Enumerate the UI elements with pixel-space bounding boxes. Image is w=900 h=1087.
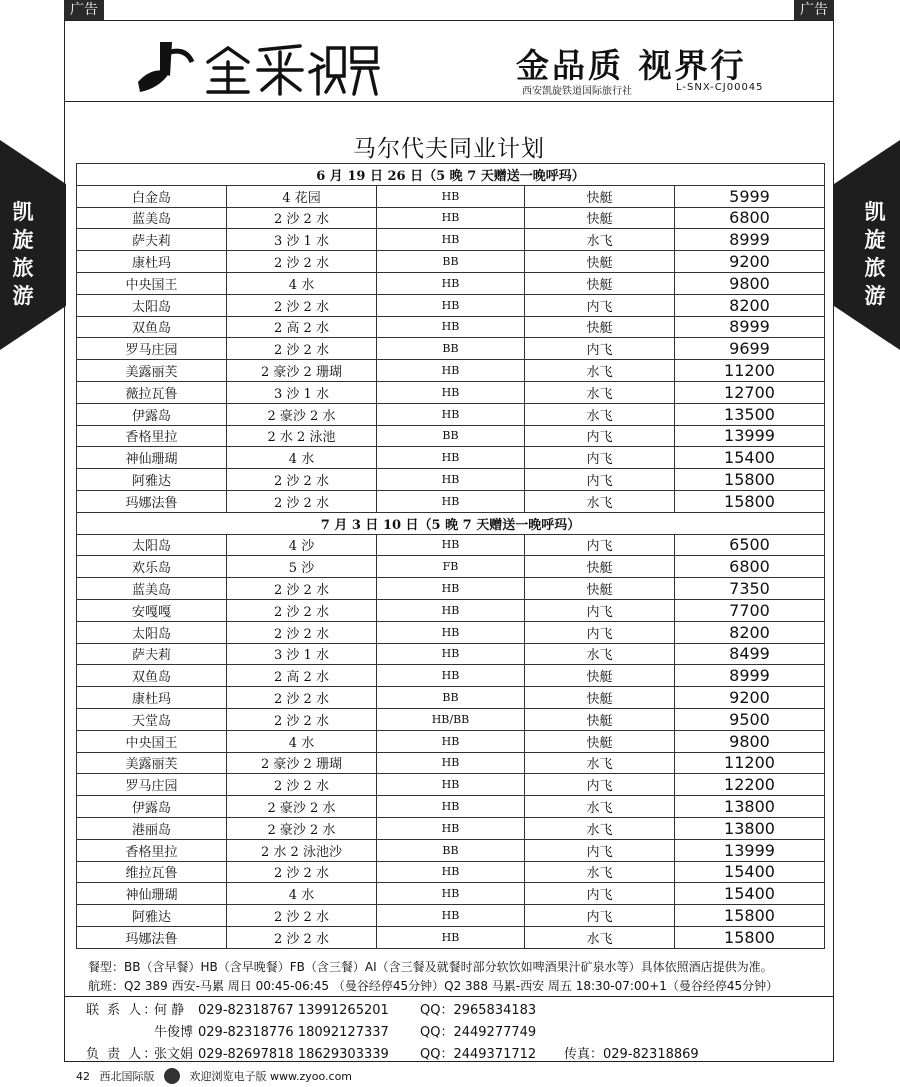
- price-cell: 8200: [675, 621, 825, 643]
- meal-cell: HB: [377, 774, 525, 796]
- flight-note: 航班：Q2 389 西安-马累 周日 00:45-06:45 （曼谷经停45分钟）Q2 388 马累-西安 周五 18:30-07:00+1（曼谷经停45分钟）: [88, 979, 779, 993]
- meal-note: 餐型：BB（含早餐）HB（含早晚餐）FB（含三餐）AI（含三餐及就餐时部分软饮如啤酒果汁矿泉水等）具体依照酒店提供为准。: [88, 960, 773, 974]
- meal-cell: HB: [377, 861, 525, 883]
- transfer-cell: 水飞: [525, 403, 675, 425]
- transfer-cell: 快艇: [525, 556, 675, 578]
- room-cell: 2 水 2 泳池沙: [227, 839, 377, 861]
- meal-cell: BB: [377, 687, 525, 709]
- agency-name: 西安凯旋铁道国际旅行社: [522, 86, 632, 97]
- transfer-cell: 水飞: [525, 861, 675, 883]
- contact-qq: QQ：2449371712: [420, 1047, 537, 1062]
- transfer-cell: 水飞: [525, 926, 675, 948]
- transfer-cell: 快艇: [525, 730, 675, 752]
- price-cell: 11200: [675, 360, 825, 382]
- meal-cell: HB: [377, 534, 525, 556]
- meal-cell: BB: [377, 425, 525, 447]
- transfer-cell: 水飞: [525, 643, 675, 665]
- table-row: [77, 861, 825, 883]
- room-cell: 4 水: [227, 272, 377, 294]
- table-row: [77, 839, 825, 861]
- table-row: [77, 534, 825, 556]
- meal-cell: HB: [377, 294, 525, 316]
- resort-cell: 香格里拉: [77, 839, 227, 861]
- table-row: [77, 381, 825, 403]
- price-cell: 13800: [675, 817, 825, 839]
- license-number: L-SNX-CJ00045: [676, 82, 764, 93]
- table-row: [77, 316, 825, 338]
- footer-text: 欢迎浏览电子版 www.zyoo.com: [189, 1070, 353, 1083]
- meal-cell: BB: [377, 839, 525, 861]
- price-cell: 15800: [675, 926, 825, 948]
- page-title: 马尔代夫同业计划: [353, 136, 545, 162]
- resort-cell: 美露丽芙: [77, 360, 227, 382]
- transfer-cell: 内飞: [525, 621, 675, 643]
- price-cell: 5999: [675, 185, 825, 207]
- price-cell: 6500: [675, 534, 825, 556]
- transfer-cell: 快艇: [525, 316, 675, 338]
- ad-label-left: 广告: [64, 0, 104, 21]
- room-cell: 2 豪沙 2 珊瑚: [227, 752, 377, 774]
- notes: [88, 958, 778, 996]
- transfer-cell: 内飞: [525, 774, 675, 796]
- table-row: [77, 926, 825, 948]
- room-cell: 4 花园: [227, 185, 377, 207]
- table-row: [77, 687, 825, 709]
- slogan: 金品质 视界行: [516, 46, 747, 85]
- price-cell: 9800: [675, 272, 825, 294]
- price-cell: 15400: [675, 447, 825, 469]
- transfer-cell: 快艇: [525, 251, 675, 273]
- transfer-cell: 水飞: [525, 752, 675, 774]
- price-cell: 9800: [675, 730, 825, 752]
- meal-cell: HB: [377, 403, 525, 425]
- table-row: [77, 621, 825, 643]
- price-cell: 7700: [675, 599, 825, 621]
- table-row: [77, 425, 825, 447]
- room-cell: 2 沙 2 水: [227, 578, 377, 600]
- transfer-cell: 快艇: [525, 272, 675, 294]
- table-row: [77, 207, 825, 229]
- meal-cell: HB: [377, 447, 525, 469]
- resort-cell: 伊露岛: [77, 796, 227, 818]
- resort-cell: 玛娜法鲁: [77, 490, 227, 512]
- table-row: [77, 665, 825, 687]
- price-cell: 13500: [675, 403, 825, 425]
- transfer-cell: 快艇: [525, 185, 675, 207]
- table-row: [77, 185, 825, 207]
- resort-cell: 玛娜法鲁: [77, 926, 227, 948]
- meal-cell: HB: [377, 796, 525, 818]
- edition-name: 西北国际版: [99, 1070, 155, 1083]
- price-cell: 13999: [675, 425, 825, 447]
- table-row: [77, 752, 825, 774]
- transfer-cell: 快艇: [525, 207, 675, 229]
- room-cell: 2 沙 2 水: [227, 774, 377, 796]
- meal-cell: HB: [377, 381, 525, 403]
- table-row: [77, 774, 825, 796]
- contact-phones: 029-82318776 18092127337: [198, 1025, 389, 1040]
- page-number: 42: [76, 1070, 90, 1083]
- resort-cell: 中央国王: [77, 730, 227, 752]
- resort-cell: 双鱼岛: [77, 316, 227, 338]
- resort-cell: 太阳岛: [77, 294, 227, 316]
- meal-cell: HB: [377, 905, 525, 927]
- table-row: [77, 294, 825, 316]
- meal-cell: HB: [377, 926, 525, 948]
- table-row: [77, 229, 825, 251]
- meal-cell: HB: [377, 490, 525, 512]
- price-cell: 15400: [675, 861, 825, 883]
- price-cell: 8999: [675, 316, 825, 338]
- price-cell: 8499: [675, 643, 825, 665]
- price-cell: 15800: [675, 490, 825, 512]
- meal-cell: BB: [377, 251, 525, 273]
- price-cell: 15400: [675, 883, 825, 905]
- meal-cell: BB: [377, 338, 525, 360]
- ad-label-right: 广告: [794, 0, 834, 21]
- resort-cell: 天堂岛: [77, 708, 227, 730]
- room-cell: 2 沙 2 水: [227, 207, 377, 229]
- room-cell: 2 沙 2 水: [227, 687, 377, 709]
- table-row: [77, 796, 825, 818]
- header-divider: [64, 101, 834, 102]
- resort-cell: 维拉瓦鲁: [77, 861, 227, 883]
- meal-cell: HB: [377, 229, 525, 251]
- room-cell: 2 沙 2 水: [227, 861, 377, 883]
- side-banner-text: 凯 旋 旅 游: [12, 200, 34, 308]
- table-row: [77, 490, 825, 512]
- price-cell: 8999: [675, 665, 825, 687]
- room-cell: 2 沙 2 水: [227, 926, 377, 948]
- contact-fax: 传真：029-82318869: [564, 1047, 699, 1062]
- price-cell: 15800: [675, 469, 825, 491]
- side-banner-left: [0, 140, 66, 350]
- resort-cell: 港丽岛: [77, 817, 227, 839]
- meal-cell: HB: [377, 316, 525, 338]
- price-cell: 9500: [675, 708, 825, 730]
- price-cell: 8999: [675, 229, 825, 251]
- transfer-cell: 快艇: [525, 665, 675, 687]
- room-cell: 2 沙 2 水: [227, 905, 377, 927]
- room-cell: 3 沙 1 水: [227, 643, 377, 665]
- table-row: [77, 403, 825, 425]
- resort-cell: 薇拉瓦鲁: [77, 381, 227, 403]
- side-banner-text: 凯 旋 旅 游: [864, 200, 886, 308]
- room-cell: 2 高 2 水: [227, 665, 377, 687]
- table-row: [77, 556, 825, 578]
- room-cell: 2 沙 2 水: [227, 338, 377, 360]
- transfer-cell: 水飞: [525, 229, 675, 251]
- table-row: [77, 338, 825, 360]
- room-cell: 2 沙 2 水: [227, 294, 377, 316]
- price-cell: 13800: [675, 796, 825, 818]
- transfer-cell: 内飞: [525, 425, 675, 447]
- resort-cell: 白金岛: [77, 185, 227, 207]
- transfer-cell: 内飞: [525, 294, 675, 316]
- meal-cell: HB: [377, 469, 525, 491]
- plan-heading-row: [77, 512, 825, 534]
- room-cell: 4 水: [227, 730, 377, 752]
- resort-cell: 罗马庄园: [77, 338, 227, 360]
- transfer-cell: 水飞: [525, 796, 675, 818]
- resort-cell: 康杜玛: [77, 687, 227, 709]
- table-row: [77, 578, 825, 600]
- transfer-cell: 内飞: [525, 338, 675, 360]
- price-cell: 8200: [675, 294, 825, 316]
- page-footer: [76, 1068, 358, 1084]
- meal-cell: HB: [377, 360, 525, 382]
- resort-cell: 康杜玛: [77, 251, 227, 273]
- resort-cell: 罗马庄园: [77, 774, 227, 796]
- resort-cell: 中央国王: [77, 272, 227, 294]
- meal-cell: HB: [377, 621, 525, 643]
- plan-heading-row: [77, 164, 825, 186]
- table-row: [77, 360, 825, 382]
- room-cell: 2 豪沙 2 水: [227, 403, 377, 425]
- resort-cell: 萨夫莉: [77, 643, 227, 665]
- meal-cell: HB: [377, 643, 525, 665]
- meal-cell: HB: [377, 599, 525, 621]
- price-cell: 12700: [675, 381, 825, 403]
- plan-heading: 7 月 3 日 10 日（5 晚 7 天赠送一晚呼玛）: [77, 512, 825, 534]
- contact-phones: 029-82318767 13991265201: [198, 1003, 389, 1018]
- plan-table-body: [77, 164, 825, 949]
- room-cell: 2 沙 2 水: [227, 490, 377, 512]
- room-cell: 2 豪沙 2 水: [227, 796, 377, 818]
- resort-cell: 阿雅达: [77, 905, 227, 927]
- room-cell: 2 水 2 泳池: [227, 425, 377, 447]
- contact-label: 联 系 人：: [86, 1003, 159, 1018]
- transfer-cell: 内飞: [525, 839, 675, 861]
- transfer-cell: 内飞: [525, 905, 675, 927]
- meal-cell: HB: [377, 665, 525, 687]
- table-row: [77, 730, 825, 752]
- price-cell: 7350: [675, 578, 825, 600]
- resort-cell: 太阳岛: [77, 621, 227, 643]
- meal-cell: HB: [377, 272, 525, 294]
- table-row: [77, 469, 825, 491]
- room-cell: 2 沙 2 水: [227, 469, 377, 491]
- meal-cell: FB: [377, 556, 525, 578]
- resort-cell: 蓝美岛: [77, 207, 227, 229]
- transfer-cell: 内飞: [525, 534, 675, 556]
- transfer-cell: 快艇: [525, 578, 675, 600]
- price-cell: 6800: [675, 207, 825, 229]
- price-cell: 9200: [675, 251, 825, 273]
- meal-cell: HB: [377, 730, 525, 752]
- resort-cell: 神仙珊瑚: [77, 883, 227, 905]
- room-cell: 4 水: [227, 447, 377, 469]
- contact-phones: 029-82697818 18629303339: [198, 1047, 389, 1062]
- price-cell: 12200: [675, 774, 825, 796]
- price-cell: 13999: [675, 839, 825, 861]
- room-cell: 2 豪沙 2 珊瑚: [227, 360, 377, 382]
- room-cell: 3 沙 1 水: [227, 381, 377, 403]
- room-cell: 4 沙: [227, 534, 377, 556]
- transfer-cell: 内飞: [525, 469, 675, 491]
- table-row: [77, 708, 825, 730]
- contact-qq: QQ：2449277749: [420, 1025, 537, 1040]
- resort-cell: 蓝美岛: [77, 578, 227, 600]
- contact-qq: QQ：2965834183: [420, 1003, 537, 1018]
- transfer-cell: 快艇: [525, 687, 675, 709]
- transfer-cell: 快艇: [525, 708, 675, 730]
- table-row: [77, 251, 825, 273]
- brand-logo: [130, 32, 380, 102]
- transfer-cell: 水飞: [525, 817, 675, 839]
- transfer-cell: 水飞: [525, 360, 675, 382]
- room-cell: 2 豪沙 2 水: [227, 817, 377, 839]
- resort-cell: 伊露岛: [77, 403, 227, 425]
- price-cell: 9699: [675, 338, 825, 360]
- transfer-cell: 内飞: [525, 447, 675, 469]
- contact-name: 牛俊博: [154, 1025, 194, 1040]
- transfer-cell: 内飞: [525, 883, 675, 905]
- side-banner-right: [834, 140, 900, 350]
- table-row: [77, 447, 825, 469]
- room-cell: 4 水: [227, 883, 377, 905]
- table-row: [77, 599, 825, 621]
- meal-cell: HB: [377, 883, 525, 905]
- room-cell: 2 沙 2 水: [227, 599, 377, 621]
- price-cell: 6800: [675, 556, 825, 578]
- meal-cell: HB: [377, 207, 525, 229]
- price-cell: 9200: [675, 687, 825, 709]
- meal-cell: HB: [377, 752, 525, 774]
- room-cell: 5 沙: [227, 556, 377, 578]
- resort-cell: 香格里拉: [77, 425, 227, 447]
- meal-cell: HB: [377, 185, 525, 207]
- table-row: [77, 883, 825, 905]
- resort-cell: 美露丽芙: [77, 752, 227, 774]
- resort-cell: 神仙珊瑚: [77, 447, 227, 469]
- transfer-cell: 水飞: [525, 381, 675, 403]
- resort-cell: 安嘎嘎: [77, 599, 227, 621]
- room-cell: 2 高 2 水: [227, 316, 377, 338]
- table-row: [77, 817, 825, 839]
- transfer-cell: 水飞: [525, 490, 675, 512]
- contact-name: 何 静: [154, 1003, 185, 1018]
- transfer-cell: 内飞: [525, 599, 675, 621]
- meal-cell: HB: [377, 578, 525, 600]
- room-cell: 2 沙 2 水: [227, 708, 377, 730]
- room-cell: 2 沙 2 水: [227, 621, 377, 643]
- header: [64, 20, 834, 104]
- meal-cell: HB: [377, 817, 525, 839]
- price-cell: 11200: [675, 752, 825, 774]
- table-row: [77, 272, 825, 294]
- room-cell: 3 沙 1 水: [227, 229, 377, 251]
- notes-divider: [64, 996, 834, 997]
- meal-cell: HB/BB: [377, 708, 525, 730]
- contact-label: 负 责 人：: [86, 1047, 159, 1062]
- resort-cell: 欢乐岛: [77, 556, 227, 578]
- price-cell: 15800: [675, 905, 825, 927]
- resort-cell: 阿雅达: [77, 469, 227, 491]
- room-cell: 2 沙 2 水: [227, 251, 377, 273]
- table-row: [77, 643, 825, 665]
- resort-cell: 萨夫莉: [77, 229, 227, 251]
- contact-name: 张文娟: [154, 1047, 194, 1062]
- plan-heading: 6 月 19 日 26 日（5 晚 7 天赠送一晚呼玛）: [77, 164, 825, 186]
- resort-cell: 双鱼岛: [77, 665, 227, 687]
- resort-cell: 太阳岛: [77, 534, 227, 556]
- table-row: [77, 905, 825, 927]
- plan-table: [76, 163, 825, 949]
- publisher-badge-icon: [164, 1068, 180, 1084]
